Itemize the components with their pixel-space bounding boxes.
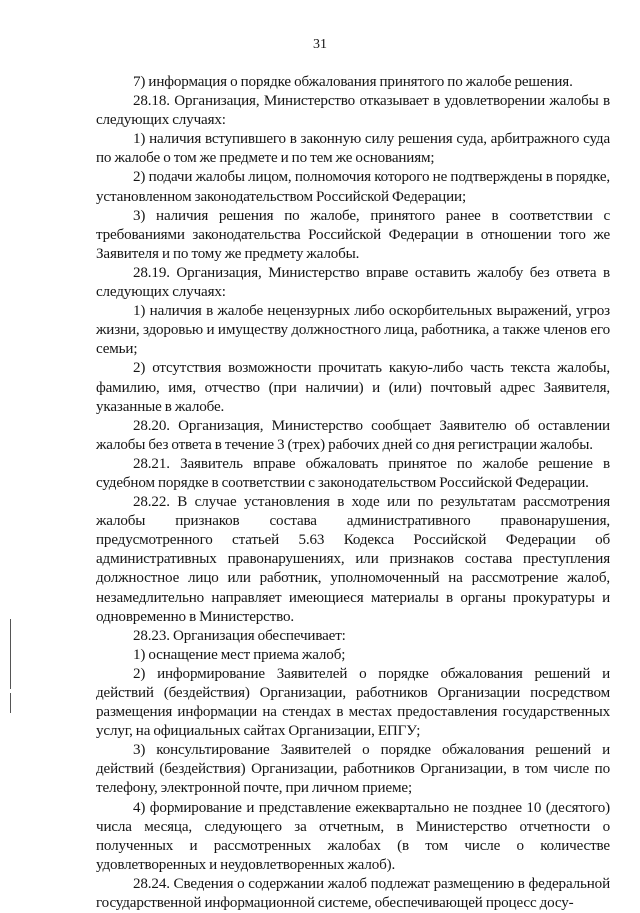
clause-28-21: 28.21. Заявитель вправе обжаловать принятое по жалобе решение в судебном порядке в соответствии с законодательством Российской Федерации.: [96, 455, 610, 491]
clause-28-19: 28.19. Организация, Министерство вправе оставить жалобу без ответа в следующих случаях:: [96, 264, 610, 301]
document-body: [96, 73, 610, 913]
clause-28-18-item-2: 2) подачи жалобы лицом, полномочия которого не подтверждены в порядке, установленном законодательством Российской Федерации;: [96, 169, 610, 205]
clause-28-18-item-1: 1) наличия вступившего в законную силу решения суда, арбитражного суда по жалобе о том же предмете и по тем же основаниям;: [96, 131, 610, 167]
scan-margin-mark: [10, 619, 11, 689]
clause-28-22: 28.22. В случае установления в ходе или по результатам рассмотрения жалобы признаков состава административного правонарушения, предусмотренного статьей 5.63 Кодекса Российской Федерации об административных правонарушениях, или признаков состава преступления должностное лицо или работник, уполномоченный на рассмотрение жалоб, незамедлительно направляет имеющиеся материалы в органы прокуратуры и одновременно в Министерство.: [96, 494, 610, 625]
clause-28-23-item-2: 2) информирование Заявителей о порядке обжалования решений и действий (бездействия) Организации, работников Организации посредством размещения информации на стендах в местах предоставления государственных услуг, на официальных сайтах Организации, ЕПГУ;: [96, 665, 610, 740]
clause-28-24: 28.24. Сведения о содержании жалоб подлежат размещению в федеральной государственной информационной системе, обеспечивающей процесс досу-: [96, 875, 610, 912]
clause-28-19-item-1: 1) наличия в жалобе нецензурных либо оскорбительных выражений, угроз жизни, здоровью и имуществу должностного лица, работника, а также членов его семьи;: [96, 303, 610, 358]
clause-28-23: 28.23. Организация обеспечивает:: [133, 627, 346, 644]
clause-28-18-item-3: 3) наличия решения по жалобе, принятого ранее в соответствии с требованиями законодательства Российской Федерации в отношении того же Заявителя и по тому же предмету жалобы.: [96, 207, 610, 262]
page-number: 31: [313, 37, 327, 52]
clause-28-23-item-4: 4) формирование и представление ежеквартально не позднее 10 (десятого) числа месяца, следующего за отчетным, в Министерство отчетности о полученных и рассмотренных жалобах (в том числе о количестве удовлетворенных и неудовлетворенных жалоб).: [96, 799, 610, 873]
item-7-appeal-info: 7) информация о порядке обжалования принятого по жалобе решения.: [133, 74, 573, 90]
clause-28-23-item-1: 1) оснащение мест приема жалоб;: [133, 646, 346, 663]
clause-28-19-item-2: 2) отсутствия возможности прочитать какую-либо часть текста жалобы, фамилию, имя, отчество (при наличии) и (или) почтовый адрес Заявителя, указанные в жалобе.: [96, 360, 610, 415]
clause-28-20: 28.20. Организация, Министерство сообщает Заявителю об оставлении жалобы без ответа в течение 3 (трех) рабочих дней со дня регистрации жалобы.: [96, 417, 610, 453]
scan-margin-mark: [10, 693, 11, 713]
clause-28-23-item-3: 3) консультирование Заявителей о порядке обжалования решений и действий (бездействия) Организации, работников Организации, в том числе по телефону, электронной почте, при личном приеме;: [96, 742, 610, 797]
clause-28-18: 28.18. Организация, Министерство отказывает в удовлетворении жалобы в следующих случаях:: [96, 93, 610, 129]
